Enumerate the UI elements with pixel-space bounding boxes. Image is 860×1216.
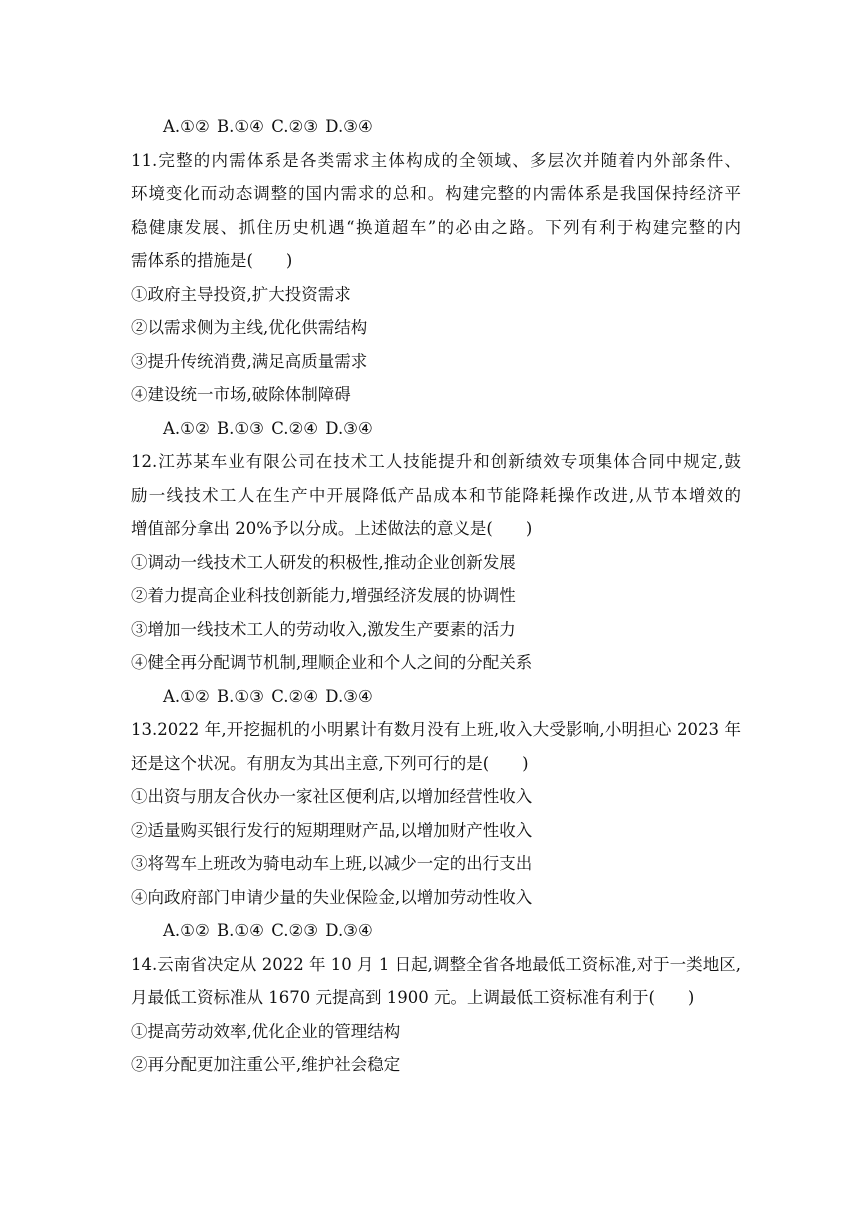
q13-option-3: ③将驾车上班改为骑电动车上班,以减少一定的出行支出 xyxy=(131,854,533,873)
exam-page xyxy=(131,110,741,1082)
q11-stem-line-2: 环境变化而动态调整的国内需求的总和。构建完整的内需体系是我国保持经济平 xyxy=(131,184,741,203)
q13-option-1: ①出资与朋友合伙办一家社区便利店,以增加经营性收入 xyxy=(131,787,533,806)
q12-answer-choices: A.①② B.①③ C.②④ D.③④ xyxy=(163,686,373,706)
q12-stem-line-1: 12.江苏某车业有限公司在技术工人技能提升和创新绩效专项集体合同中规定,鼓 xyxy=(131,452,741,471)
q12-option-1: ①调动一线技术工人研发的积极性,推动企业创新发展 xyxy=(131,552,516,572)
q11-option-1: ①政府主导投资,扩大投资需求 xyxy=(131,284,351,304)
q13-option-2: ②适量购买银行发行的短期理财产品,以增加财产性收入 xyxy=(131,820,533,840)
q11-stem-line-3: 稳健康发展、抓住历史机遇“换道超车”的必由之路。下列有利于构建完整的内 xyxy=(131,217,741,237)
q12-option-4: ④健全再分配调节机制,理顺企业和个人之间的分配关系 xyxy=(131,653,533,672)
q11-stem-line-1: 11.完整的内需体系是各类需求主体构成的全领域、多层次并随着内外部条件、 xyxy=(131,150,741,170)
q10-answer-choices: A.①② B.①④ C.②③ D.③④ xyxy=(163,117,373,136)
q13-option-4: ④向政府部门申请少量的失业保险金,以增加劳动性收入 xyxy=(131,887,533,907)
q11-option-4: ④建设统一市场,破除体制障碍 xyxy=(131,385,351,404)
q12-stem-line-3: 增值部分拿出 20%予以分成。上述做法的意义是( ) xyxy=(131,519,533,538)
q13-answer-choices: A.①② B.①④ C.②③ D.③④ xyxy=(163,921,373,940)
q12-option-3: ③增加一线技术工人的劳动收入,激发生产要素的活力 xyxy=(131,619,516,639)
q14-option-1: ①提高劳动效率,优化企业的管理结构 xyxy=(131,1021,401,1041)
q14-stem-line-1: 14.云南省决定从 2022 年 10 月 1 日起,调整全省各地最低工资标准,对于一类地区, xyxy=(131,954,741,974)
q14-option-2: ②再分配更加注重公平,维护社会稳定 xyxy=(131,1055,401,1074)
q14-stem-line-2: 月最低工资标准从 1670 元提高到 1900 元。上调最低工资标准有利于( ) xyxy=(131,988,695,1007)
q13-stem-line-1: 13.2022 年,开挖掘机的小明累计有数月没有上班,收入大受影响,小明担心 2023 年 xyxy=(131,720,741,739)
q13-stem-line-2: 还是这个状况。有朋友为其出主意,下列可行的是( ) xyxy=(131,753,529,773)
q12-option-2: ②着力提高企业科技创新能力,增强经济发展的协调性 xyxy=(131,586,516,605)
q11-option-2: ②以需求侧为主线,优化供需结构 xyxy=(131,318,368,337)
q12-stem-line-2: 励一线技术工人在生产中开展降低产品成本和节能降耗操作改进,从节本增效的 xyxy=(131,485,741,505)
q11-option-3: ③提升传统消费,满足高质量需求 xyxy=(131,351,368,371)
q11-answer-choices: A.①② B.①③ C.②④ D.③④ xyxy=(163,418,373,438)
q11-stem-line-4: 需体系的措施是( ) xyxy=(131,251,293,270)
